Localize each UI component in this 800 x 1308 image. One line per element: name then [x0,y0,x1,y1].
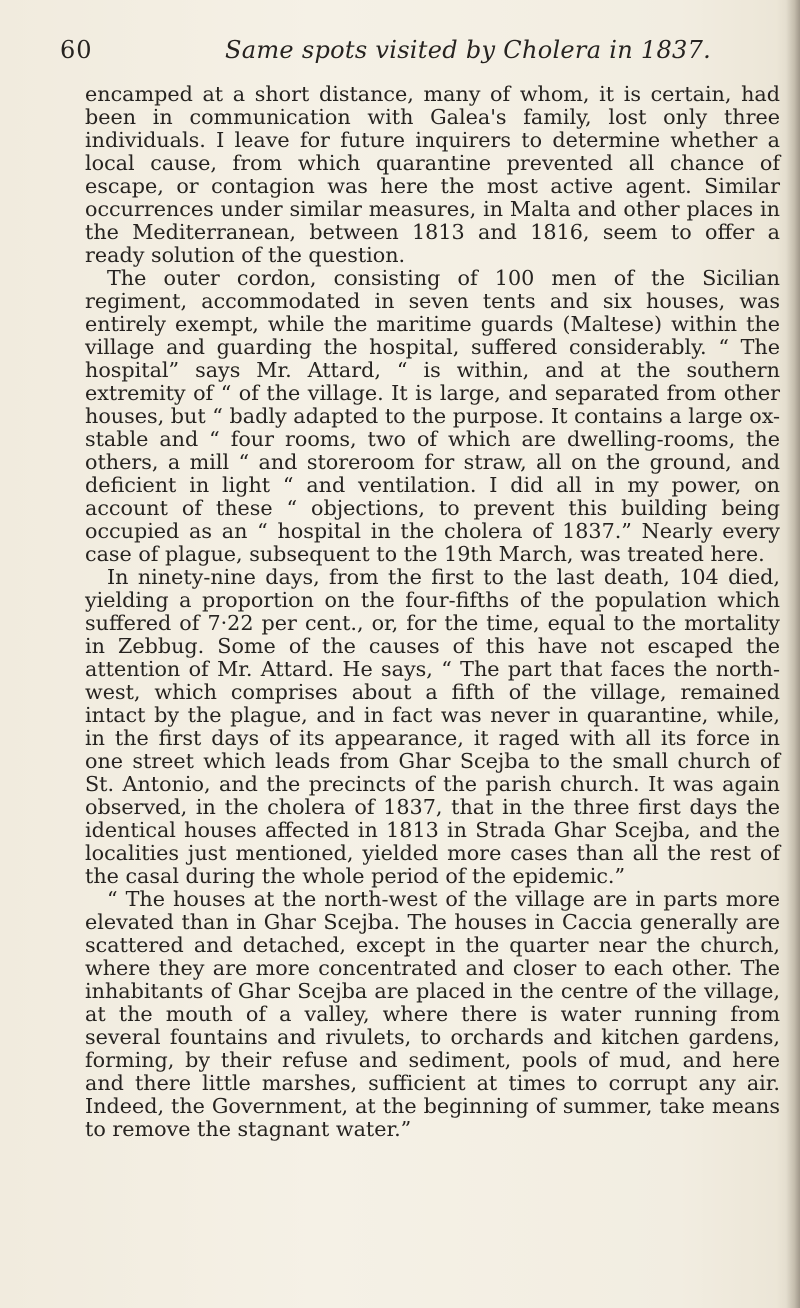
page-number: 60 [60,36,93,64]
paragraph-3: In ninety-nine days, from the first to the last death, 104 died, yielding a proportion on the four-fifths of the population which suffered of 7·22 per cent., or, for the time, equal to the mortality in Zebbug. Some of the causes of this have not escaped the attention of Mr. Attard. He says, “ The part that faces the north-west, which comprises about a fifth of the village, remained intact by the plague, and in fact was never in quarantine, while, in the first days of its appearance, it raged with all its force in one street which leads from Ghar Scejba to the small church of St. Antonio, and the precincts of the parish church. It was again observed, in the cholera of 1837, that in the three first days the identical houses affected in 1813 in Strada Ghar Scejba, and the localities just mentioned, yielded more cases than all the rest of the casal during the whole period of the epidemic.” [85,565,780,888]
body-text [85,83,780,1141]
page-edge-shadow [786,0,800,1308]
paragraph-4: “ The houses at the north-west of the village are in parts more elevated than in Ghar Scejba. The houses in Caccia generally are scattered and detached, except in the quarter near the church, where they are more concentrated and closer to each other. The inhabitants of Ghar Scejba are placed in the centre of the village, at the mouth of a valley, where there is water running from several fountains and rivulets, to orchards and kitchen gardens, forming, by their refuse and sediment, pools of mud, and here and there little marshes, sufficient at times to corrupt any air. Indeed, the Government, at the beginning of summer, take means to remove the stagnant water.” [85,887,780,1141]
page-header [60,36,760,76]
paragraph-1: encamped at a short distance, many of whom, it is certain, had been in communication with Galea's family, lost only three individuals. I leave for future inquirers to determine whether a local cause, from which quarantine prevented all chance of escape, or contagion was here the most active agent. Similar occurrences under similar measures, in Malta and other places in the Mediterranean, between 1813 and 1816, seem to offer a ready solution of the question. [85,82,780,267]
paragraph-2: The outer cordon, consisting of 100 men of the Sicilian regiment, accommodated in seven tents and six houses, was entirely exempt, while the maritime guards (Maltese) within the village and guarding the hospital, suffered considerably. “ The hospital” says Mr. Attard, “ is within, and at the southern extremity of “ of the village. It is large, and separated from other houses, but “ badly adapted to the purpose. It contains a large ox-stable and “ four rooms, two of which are dwelling-rooms, the others, a mill “ and storeroom for straw, all on the ground, and deficient in light “ and ventilation. I did all in my power, on account of these “ objections, to prevent this building being occupied as an “ hospital in the cholera of 1837.” Nearly every case of plague, subsequent to the 19th March, was treated here. [85,266,780,566]
running-title: Same spots visited by Cholera in 1837. [225,36,712,64]
